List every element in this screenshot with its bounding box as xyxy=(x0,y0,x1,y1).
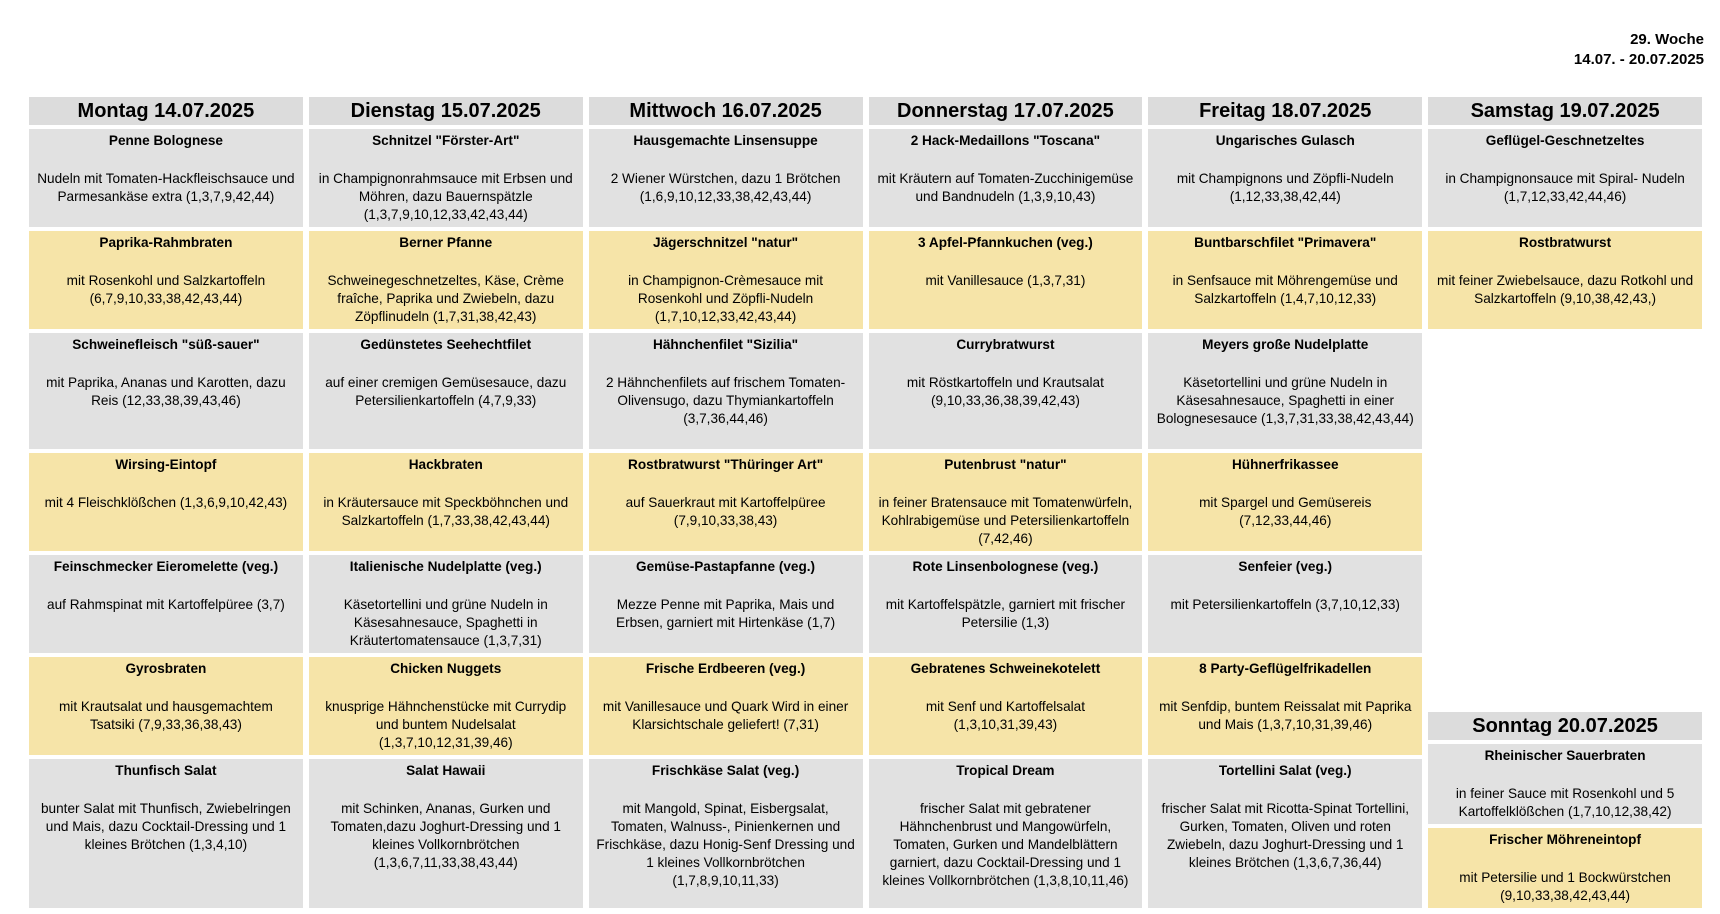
meal-title: Thunfisch Salat xyxy=(115,763,217,778)
meal-description: 2 Wiener Würstchen, dazu 1 Brötchen (1,6,9,10,12,33,38,42,43,44) xyxy=(610,171,841,204)
meal-cell xyxy=(309,453,583,551)
meal-description: Mezze Penne mit Paprika, Mais und Erbsen, garniert mit Hirtenkäse (1,7) xyxy=(616,597,836,630)
meal-title: Hackbraten xyxy=(408,457,483,472)
meal-description: in feiner Sauce mit Rosenkohl und 5 Kartoffelklößchen (1,7,10,12,38,42) xyxy=(1455,786,1675,819)
meal-title: Jägerschnitzel "natur" xyxy=(653,235,799,250)
meal-description: Nudeln mit Tomaten-Hackfleischsauce und Parmesankäse extra (1,3,7,9,42,44) xyxy=(37,171,295,204)
day-header: Sonntag 20.07.2025 xyxy=(1428,712,1702,740)
day-header: Montag 14.07.2025 xyxy=(29,97,303,125)
meal-title: Berner Pfanne xyxy=(399,235,493,250)
meal-cell xyxy=(309,759,583,908)
meal-description: auf Rahmspinat mit Kartoffelpüree (3,7) xyxy=(47,597,285,612)
meal-cell xyxy=(309,555,583,653)
meal-description: auf Sauerkraut mit Kartoffelpüree (7,9,10,33,38,43) xyxy=(625,495,826,528)
meal-cell xyxy=(1428,744,1702,824)
sunday-block xyxy=(1428,712,1702,908)
meal-title: Geflügel-Geschnetzeltes xyxy=(1485,133,1645,148)
meal-description: in Champignonrahmsauce mit Erbsen und Möhren, dazu Bauernspätzle (1,3,7,9,10,12,33,42,43,44) xyxy=(318,171,573,222)
meal-cell xyxy=(309,333,583,449)
meal-cell xyxy=(869,657,1143,755)
meal-cell xyxy=(589,759,863,908)
meal-description: mit Spargel und Gemüsereis (7,12,33,44,46) xyxy=(1199,495,1372,528)
meal-cell xyxy=(29,333,303,449)
meal-title: Rheinischer Sauerbraten xyxy=(1484,748,1646,763)
meal-description: mit 4 Fleischklößchen (1,3,6,9,10,42,43) xyxy=(44,495,288,510)
meal-cell xyxy=(1148,759,1422,908)
meal-description: in feiner Bratensauce mit Tomatenwürfeln, Kohlrabigemüse und Petersilienkartoffeln (7,42,46) xyxy=(878,495,1133,546)
meal-title: Gyrosbraten xyxy=(125,661,207,676)
meal-title: Italienische Nudelplatte (veg.) xyxy=(349,559,542,574)
meal-description: mit feiner Zwiebelsauce, dazu Rotkohl und Salzkartoffeln (9,10,38,42,43,) xyxy=(1437,273,1694,306)
menu-grid xyxy=(29,97,1702,912)
meal-title: Schweinefleisch "süß-sauer" xyxy=(72,337,260,352)
meal-title: Salat Hawaii xyxy=(406,763,486,778)
meal-description: mit Senfdip, buntem Reissalat mit Paprika und Mais (1,3,7,10,31,39,46) xyxy=(1159,699,1412,732)
meal-description: 2 Hähnchenfilets auf frischem Tomaten-Olivensugo, dazu Thymiankartoffeln (3,7,36,44,46) xyxy=(605,375,846,426)
meal-title: Feinschmecker Eieromelette (veg.) xyxy=(53,559,279,574)
meal-title: Hähnchenfilet "Sizilia" xyxy=(653,337,799,352)
meal-cell xyxy=(1428,828,1702,908)
meal-title: Penne Bolognese xyxy=(108,133,223,148)
meal-cell xyxy=(1428,231,1702,329)
meal-description: mit Paprika, Ananas und Karotten, dazu Reis (12,33,38,39,43,46) xyxy=(46,375,286,408)
meal-cell xyxy=(309,129,583,227)
meal-title: Gemüse-Pastapfanne (veg.) xyxy=(636,559,816,574)
meal-description: mit Vanillesauce (1,3,7,31) xyxy=(925,273,1086,288)
meal-description: in Kräutersauce mit Speckböhnchen und Salzkartoffeln (1,7,33,38,42,43,44) xyxy=(323,495,569,528)
meal-description: mit Kräutern auf Tomaten-Zucchinigemüse und Bandnudeln (1,3,9,10,43) xyxy=(877,171,1134,204)
meal-cell xyxy=(1428,129,1702,227)
meal-description: mit Kartoffelspätzle, garniert mit frischer Petersilie (1,3) xyxy=(885,597,1126,630)
meal-description: in Champignonsauce mit Spiral- Nudeln (1,7,12,33,42,44,46) xyxy=(1445,171,1685,204)
meal-title: Ungarisches Gulasch xyxy=(1215,133,1355,148)
meal-title: Wirsing-Eintopf xyxy=(115,457,217,472)
meal-cell xyxy=(29,555,303,653)
meal-description: mit Senf und Kartoffelsalat (1,3,10,31,39,43) xyxy=(925,699,1086,732)
meal-cell xyxy=(1148,453,1422,551)
meal-cell xyxy=(1148,333,1422,449)
meal-title: Tropical Dream xyxy=(956,763,1055,778)
meal-cell xyxy=(869,129,1143,227)
meal-title: 3 Apfel-Pfannkuchen (veg.) xyxy=(918,235,1093,250)
meal-description: mit Röstkartoffeln und Krautsalat (9,10,33,36,38,39,42,43) xyxy=(906,375,1104,408)
day-header: Mittwoch 16.07.2025 xyxy=(589,97,863,125)
meal-cell xyxy=(309,231,583,329)
meal-cell xyxy=(29,453,303,551)
meal-description: bunter Salat mit Thunfisch, Zwiebelringen und Mais, dazu Cocktail-Dressing und 1 kleines Brötchen (1,3,4,10) xyxy=(40,801,291,852)
day-header: Samstag 19.07.2025 xyxy=(1428,97,1702,125)
meal-description: knusprige Hähnchenstücke mit Currydip und buntem Nudelsalat (1,3,7,10,12,31,39,46) xyxy=(325,699,567,750)
meal-cell xyxy=(589,453,863,551)
meal-title: Hausgemachte Linsensuppe xyxy=(633,133,818,148)
meal-description: mit Krautsalat und hausgemachtem Tsatsiki (7,9,33,36,38,43) xyxy=(58,699,273,732)
meal-title: Rostbratwurst xyxy=(1519,235,1612,250)
meal-cell xyxy=(29,759,303,908)
meal-description: in Champignon-Crèmesauce mit Rosenkohl und Zöpfli-Nudeln (1,7,10,12,33,42,43,44) xyxy=(628,273,824,324)
meal-description: mit Schinken, Ananas, Gurken und Tomaten,dazu Joghurt-Dressing und 1 kleines Vollkornbrötchen (1,3,6,7,11,33,38,43,44) xyxy=(330,801,561,870)
meal-description: mit Petersilienkartoffeln (3,7,10,12,33) xyxy=(1170,597,1400,612)
meal-cell xyxy=(589,333,863,449)
meal-title: Frische Erdbeeren (veg.) xyxy=(645,661,806,676)
meal-title: Rote Linsenbolognese (veg.) xyxy=(912,559,1099,574)
meal-cell xyxy=(1148,231,1422,329)
meal-title: Hühnerfrikassee xyxy=(1231,457,1339,472)
day-header: Donnerstag 17.07.2025 xyxy=(869,97,1143,125)
meal-title: Tortellini Salat (veg.) xyxy=(1218,763,1352,778)
meal-title: Frischer Möhreneintopf xyxy=(1489,832,1641,847)
meal-cell xyxy=(1148,657,1422,755)
meal-description: Schweinegeschnetzeltes, Käse, Crème fraîche, Paprika und Zwiebeln, dazu Zöpflinudeln (1,7,31,38,42,43) xyxy=(327,273,564,324)
meal-description: in Senfsauce mit Möhrengemüse und Salzkartoffeln (1,4,7,10,12,33) xyxy=(1172,273,1398,306)
meal-title: Gebratenes Schweinekotelett xyxy=(910,661,1101,676)
meal-cell xyxy=(589,555,863,653)
meal-description: Käsetortellini und grüne Nudeln in Käsesahnesauce, Spaghetti in Kräutertomatensauce (1,3,7,31) xyxy=(343,597,548,648)
week-number: 29. Woche xyxy=(1630,31,1704,48)
meal-description: mit Petersilie und 1 Bockwürstchen (9,10,33,38,42,43,44) xyxy=(1459,870,1671,903)
meal-description: mit Vanillesauce und Quark Wird in einer Klarsichtschale geliefert! (7,31) xyxy=(602,699,849,732)
meal-cell xyxy=(869,453,1143,551)
meal-title: 2 Hack-Medaillons "Toscana" xyxy=(910,133,1101,148)
meal-title: 8 Party-Geflügelfrikadellen xyxy=(1199,661,1372,676)
meal-cell xyxy=(589,657,863,755)
meal-title: Currybratwurst xyxy=(956,337,1055,352)
meal-title: Senfeier (veg.) xyxy=(1238,559,1333,574)
meal-title: Chicken Nuggets xyxy=(390,661,502,676)
meal-cell xyxy=(869,759,1143,908)
day-header: Freitag 18.07.2025 xyxy=(1148,97,1422,125)
meal-cell xyxy=(869,231,1143,329)
meal-title: Buntbarschfilet "Primavera" xyxy=(1194,235,1377,250)
meal-cell xyxy=(309,657,583,755)
week-info xyxy=(1574,30,1704,70)
meal-cell xyxy=(869,333,1143,449)
meal-description: Käsetortellini und grüne Nudeln in Käsesahnesauce, Spaghetti in einer Bolognesesauce (1,3,7,31,33,38,42,43,44) xyxy=(1156,375,1414,426)
week-range: 14.07. - 20.07.2025 xyxy=(1573,51,1704,68)
meal-cell xyxy=(29,129,303,227)
meal-description: frischer Salat mit gebratener Hähnchenbrust und Mangowürfeln, Tomaten, Gurken und Mandelblättern garniert, dazu Cocktail-Dressing und 1 kleines Vollkornbrötchen (1,3,8,10,11,46) xyxy=(882,801,1129,888)
meal-cell xyxy=(1148,129,1422,227)
meal-title: Rostbratwurst "Thüringer Art" xyxy=(628,457,824,472)
meal-cell xyxy=(1148,555,1422,653)
meal-title: Paprika-Rahmbraten xyxy=(99,235,233,250)
meal-cell xyxy=(29,657,303,755)
meal-cell xyxy=(869,555,1143,653)
meal-description: frischer Salat mit Ricotta-Spinat Tortellini, Gurken, Tomaten, Oliven und roten Zwiebeln, dazu Joghurt-Dressing und 1 kleines Brötchen (1,3,6,7,36,44) xyxy=(1161,801,1410,870)
meal-description: mit Mangold, Spinat, Eisbergsalat, Tomaten, Walnuss-, Pinienkernen und Frischkäse, dazu Honig-Senf Dressing und 1 kleines Vollkornbrötchen (1,7,8,9,10,11,33) xyxy=(596,801,855,888)
meal-title: Schnitzel "Förster-Art" xyxy=(372,133,520,148)
meal-description: mit Rosenkohl und Salzkartoffeln (6,7,9,10,33,38,42,43,44) xyxy=(66,273,266,306)
meal-title: Meyers große Nudelplatte xyxy=(1202,337,1369,352)
meal-cell xyxy=(589,129,863,227)
meal-cell xyxy=(589,231,863,329)
meal-description: auf einer cremigen Gemüsesauce, dazu Petersilienkartoffeln (4,7,9,33) xyxy=(325,375,567,408)
meal-title: Gedünstetes Seehechtfilet xyxy=(360,337,532,352)
meal-title: Putenbrust "natur" xyxy=(944,457,1067,472)
day-header: Dienstag 15.07.2025 xyxy=(309,97,583,125)
meal-description: mit Champignons und Zöpfli-Nudeln (1,12,33,38,42,44) xyxy=(1176,171,1394,204)
meal-title: Frischkäse Salat (veg.) xyxy=(651,763,800,778)
meal-cell xyxy=(29,231,303,329)
